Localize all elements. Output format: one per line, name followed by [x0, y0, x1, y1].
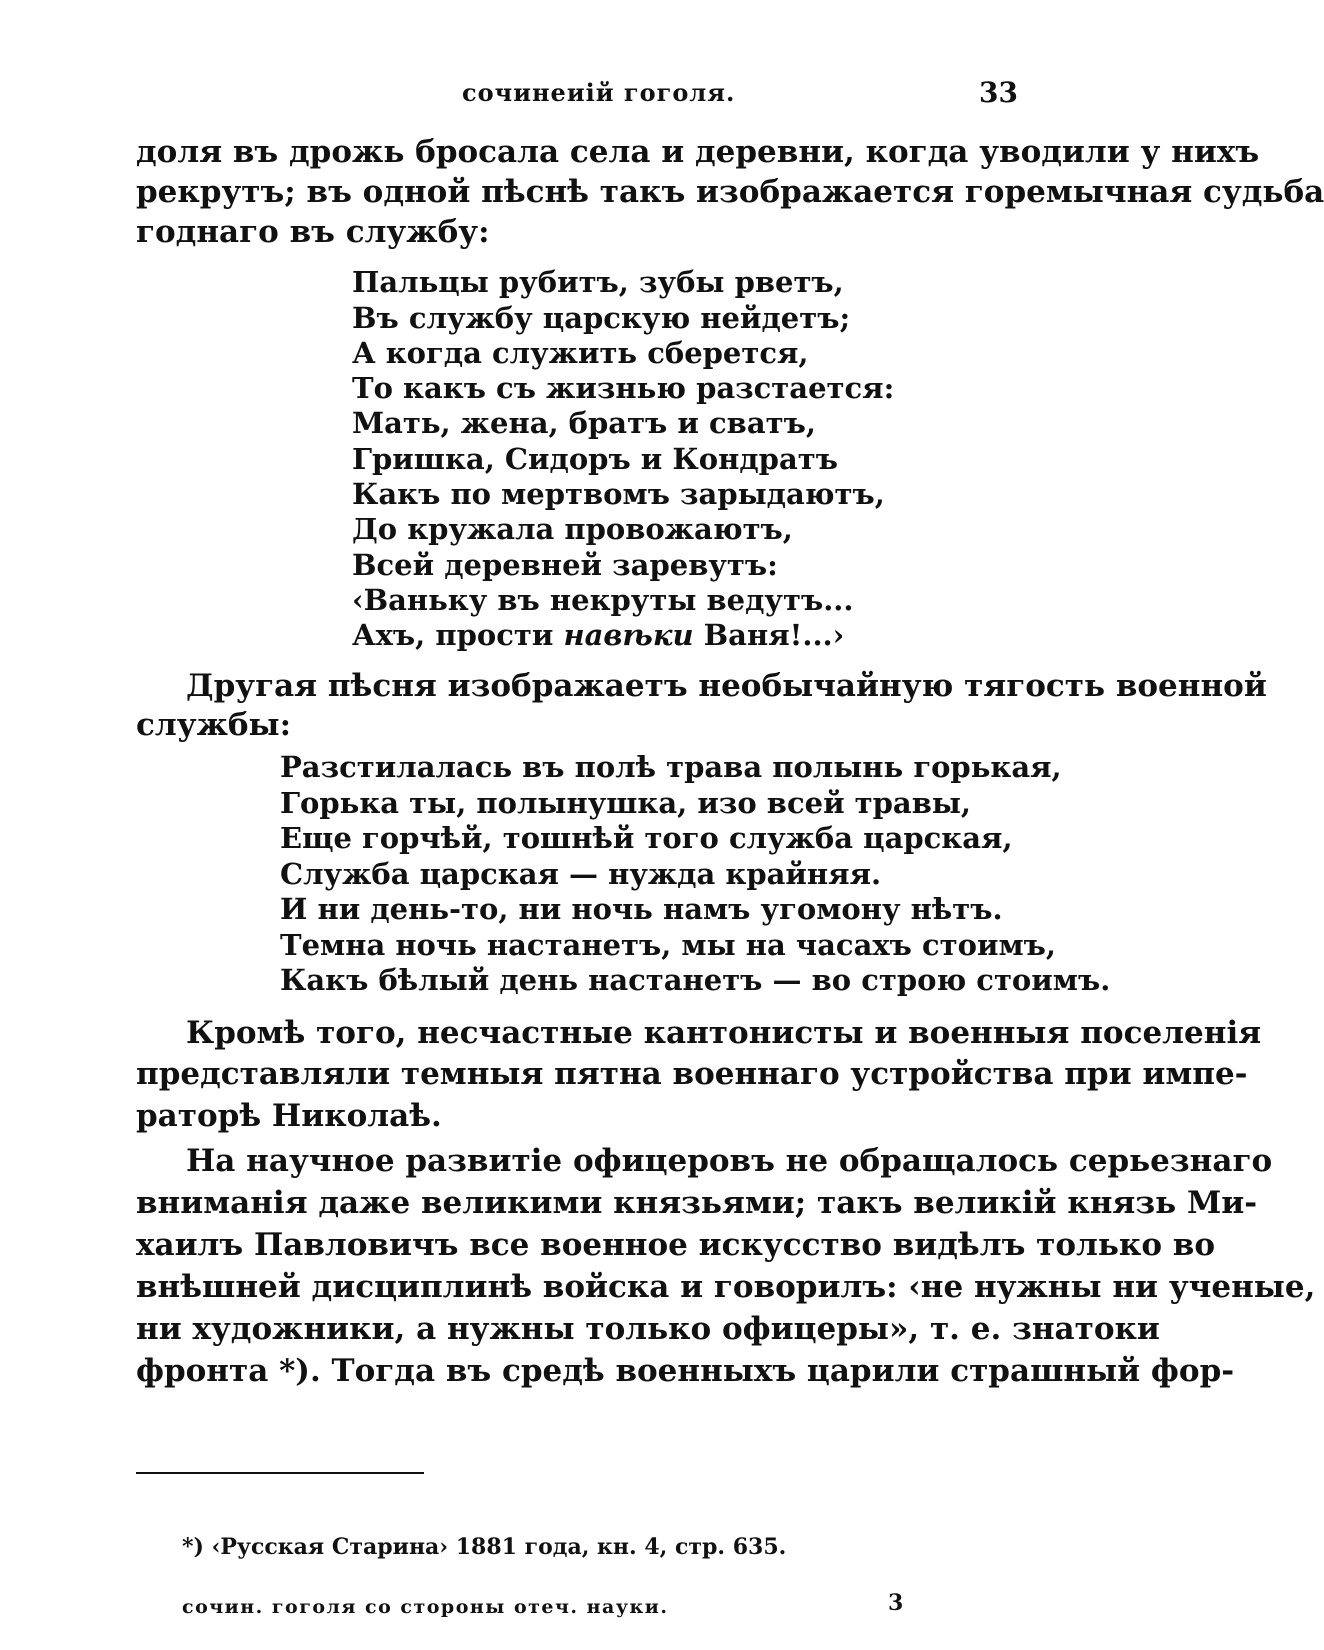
poem-1-line: Всей деревней заревутъ: — [352, 548, 778, 582]
footnote: *) ‹Русская Старина› 1881 года, кн. 4, стр. 635. — [182, 1534, 787, 1560]
paragraph-1-line-2: рекрутъ; въ одной пѣснѣ такъ изображается горемычная судьба — [136, 174, 1324, 210]
paragraph-2-line-1: Другая пѣсня изображаетъ необычайную тягость военной — [186, 668, 1267, 704]
paragraph-4-line-5: ни художники, а нужны только офицеры», т. е. знатоки — [136, 1311, 1160, 1347]
printer-signature: сочин. гоголя со стороны отеч. науки. — [182, 1596, 669, 1618]
poem-2-line: Разстилалась въ полѣ трава полынь горькая, — [280, 750, 1062, 784]
running-head: сочинеиій гоголя. — [462, 78, 736, 107]
poem-2-line: И ни день-то, ни ночь намъ угомону нѣтъ. — [280, 892, 1003, 926]
poem-1-last-line: Ахъ, прости навѣки Ваня!...› — [352, 618, 845, 652]
paragraph-3-line-3: раторѣ Николаѣ. — [136, 1098, 442, 1134]
paragraph-3-line-1: Кромѣ того, несчастные кантонисты и военныя поселенія — [186, 1015, 1262, 1051]
poem-1-line: То какъ съ жизнью разстается: — [352, 371, 895, 405]
page-number: 33 — [979, 76, 1018, 109]
poem-2-line: Горька ты, полынушка, изо всей травы, — [280, 786, 972, 820]
paragraph-4-line-3: хаилъ Павловичъ все военное искусство видѣлъ только во — [136, 1227, 1216, 1263]
poem-1-line: ‹Ваньку въ некруты ведутъ... — [352, 583, 854, 617]
paragraph-4-line-1: На научное развитіе офицеровъ не обращалось серьезнаго — [186, 1143, 1273, 1179]
poem-1-line: Въ службу царскую нейдетъ; — [352, 301, 851, 335]
paragraph-1-line-1: доля въ дрожь бросала села и деревни, когда уводили у нихъ — [136, 134, 1260, 170]
paragraph-4-line-2: вниманія даже великими князьями; такъ великій князь Ми- — [136, 1185, 1258, 1221]
poem-2-line: Служба царская — нужда крайняя. — [280, 857, 882, 891]
poem-1-line: Пальцы рубитъ, зубы рветъ, — [352, 265, 844, 299]
poem-2-line: Еще горчѣй, тошнѣй того служба царская, — [280, 821, 1013, 855]
poem-1-line: Гришка, Сидоръ и Кондратъ — [352, 442, 838, 476]
paragraph-1-line-3: годнаго въ службу: — [136, 214, 490, 250]
paragraph-4-line-4: внѣшней дисциплинѣ войска и говорилъ: ‹не нужны ни ученые, — [136, 1269, 1316, 1305]
signature-number: 3 — [888, 1590, 904, 1616]
poem-1-line: Какъ по мертвомъ зарыдаютъ, — [352, 477, 885, 511]
paragraph-3-line-2: представляли темныя пятна военнаго устройства при импе- — [136, 1056, 1248, 1092]
poem-1-line: До кружала провожаютъ, — [352, 512, 793, 546]
paragraph-4-line-6: фронта *). Тогда въ средѣ военныхъ царили страшный фор- — [136, 1353, 1235, 1389]
poem-2-line: Темна ночь настанетъ, мы на часахъ стоимъ, — [280, 928, 1057, 962]
paragraph-2-line-2: службы: — [136, 707, 292, 743]
poem-1-line: Мать, жена, братъ и сватъ, — [352, 406, 816, 440]
poem-1-line: А когда служить сберется, — [352, 336, 809, 370]
poem-2-line: Какъ бѣлый день настанетъ — во строю стоимъ. — [280, 963, 1111, 997]
italic-word: навѣки — [563, 618, 694, 652]
footnote-rule — [136, 1472, 424, 1474]
